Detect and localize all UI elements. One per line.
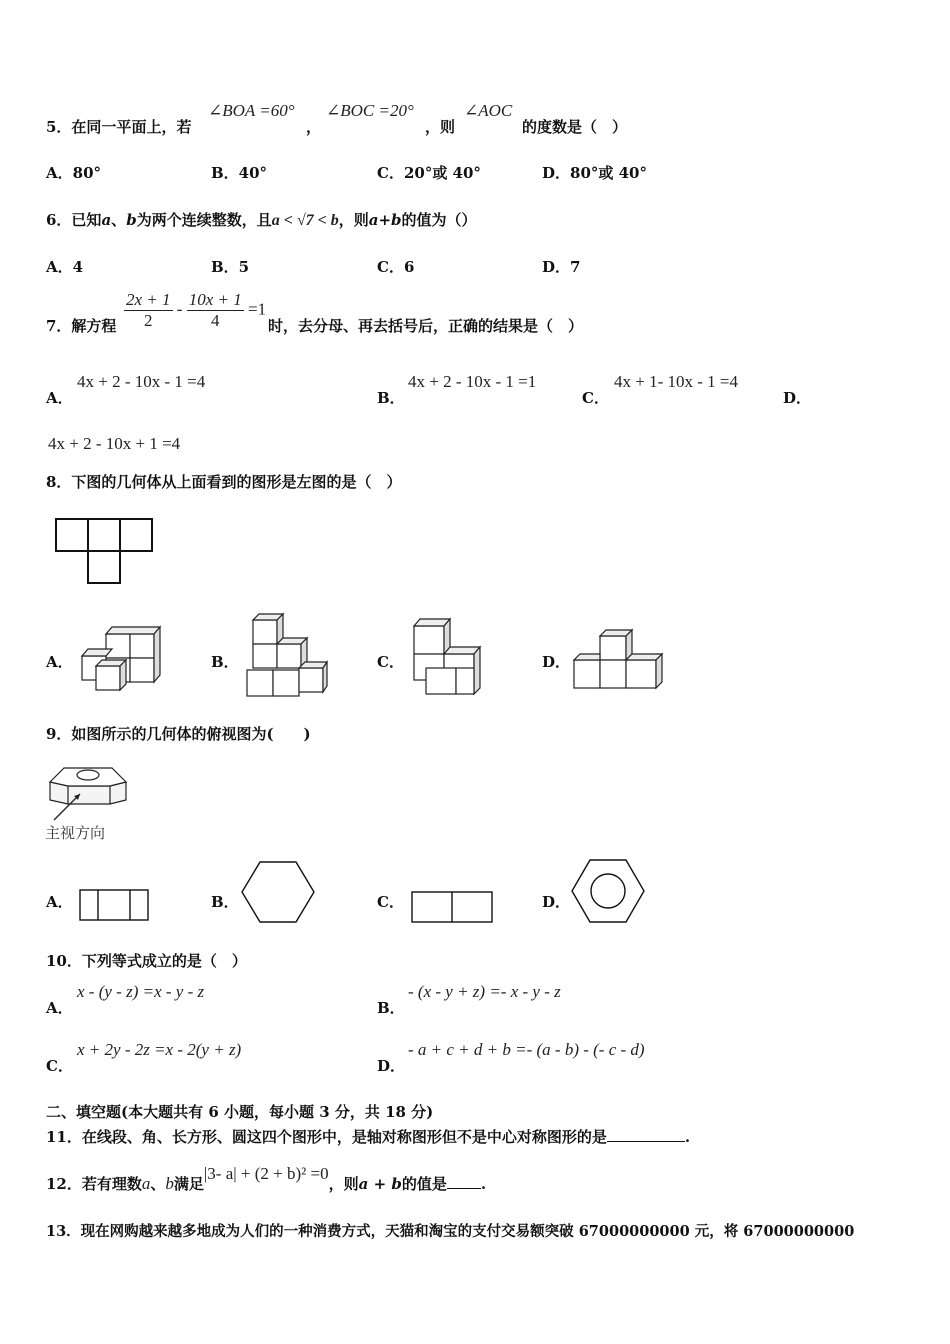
q10-option-d: - a + c + d + b =- (a - b) - (- c - d) bbox=[408, 1040, 645, 1059]
q8-question: 8．下图的几何体从上面看到的图形是左图的是（ ） bbox=[46, 473, 402, 491]
q9-question: 9．如图所示的几何体的俯视图为( ) bbox=[46, 725, 311, 743]
q9-option-c-figure bbox=[410, 890, 494, 924]
q7-equation: $\frac{2x + 1}{2}$ - $\frac{10x + 1}{4}$ =1 bbox=[126, 290, 267, 330]
q7-option-c: 4x + 1- 10x - 1 =4 bbox=[614, 372, 738, 391]
q6-option-d: D．7 bbox=[542, 258, 581, 276]
q7-label-a: A． bbox=[46, 389, 73, 407]
q10-question: 10．下列等式成立的是（ ） bbox=[46, 952, 247, 970]
q5-angle-aoc: ∠AOC bbox=[464, 101, 513, 120]
q5-sep2: ，则 bbox=[425, 118, 456, 136]
q13-question: 13．现在网购越来越多地成为人们的一种消费方式，天猫和淘宝的支付交易额突破 67000000000 元，将 67000000000 bbox=[46, 1223, 855, 1240]
q6-inequality: a < √7 < b bbox=[271, 212, 339, 229]
q7-option-b: 4x + 2 - 10x - 1 =1 bbox=[408, 372, 537, 391]
q10-option-c: x + 2y - 2z =x - 2(y + z) bbox=[77, 1040, 242, 1059]
q9-option-a-figure bbox=[78, 888, 150, 922]
q11-answer-blank[interactable] bbox=[607, 1129, 685, 1142]
q8-label-b: B． bbox=[211, 653, 239, 671]
q9-label-b: B． bbox=[211, 893, 239, 911]
q6-option-b: B．5 bbox=[211, 258, 250, 276]
q6-option-c: C．6 bbox=[377, 258, 415, 276]
q5-number: 5．在同一平面上，若 bbox=[46, 118, 192, 136]
q8-label-a: A． bbox=[46, 653, 73, 671]
q9-label-a: A． bbox=[46, 893, 73, 911]
q5-sep1: ， bbox=[306, 118, 322, 136]
q11-question: 11．在线段、角、长方形、圆这四个图形中，是轴对称图形但不是中心对称图形的是 . bbox=[46, 1128, 691, 1146]
q12-condition: |3- a| + (2 + b)² =0 bbox=[203, 1164, 329, 1183]
q7-tail: 时，去分母、再去括号后，正确的结果是（ ） bbox=[268, 317, 584, 335]
q7-label-c: C． bbox=[582, 389, 609, 407]
q5-angle-boc: ∠BOC =20° bbox=[326, 101, 414, 120]
q9-option-d-figure bbox=[570, 858, 646, 924]
q9-option-b-figure bbox=[240, 860, 316, 924]
q9-label-d: D． bbox=[542, 893, 571, 911]
q9-label-c: C． bbox=[377, 893, 404, 911]
q12-answer-blank[interactable] bbox=[447, 1176, 481, 1189]
q8-label-c: C． bbox=[377, 653, 404, 671]
q6-option-a: A．4 bbox=[46, 258, 84, 276]
q9-hex-nut-figure bbox=[44, 762, 136, 824]
q6-question: 6．已知a、b为两个连续整数，且a < √7 < b，则a+b的值为（） bbox=[46, 211, 477, 229]
q8-option-a-figure bbox=[78, 620, 164, 694]
q7-label-b: B． bbox=[377, 389, 405, 407]
q8-label-d: D． bbox=[542, 653, 571, 671]
q7-option-d: 4x + 2 - 10x + 1 =4 bbox=[48, 434, 181, 453]
q10-label-a: A． bbox=[46, 999, 73, 1017]
q8-top-view-figure bbox=[55, 518, 153, 584]
q9-view-direction-caption: 主视方向 bbox=[45, 824, 106, 842]
q10-option-a: x - (y - z) =x - y - z bbox=[77, 982, 205, 1001]
q10-label-b: B． bbox=[377, 999, 405, 1017]
q5-angle-boa: ∠BOA =60° bbox=[208, 101, 295, 120]
q8-option-b-figure bbox=[243, 612, 329, 698]
q10-label-d: D． bbox=[377, 1057, 406, 1075]
q12-question: 12．若有理数a、b满足|3- a| + (2 + b)² =0，则a + b的值是 . bbox=[46, 1164, 487, 1193]
q10-label-c: C． bbox=[46, 1057, 73, 1075]
q7-label-d: D． bbox=[783, 389, 812, 407]
q10-option-b: - (x - y + z) =- x - y - z bbox=[408, 982, 561, 1001]
q5-option-d: D．80°或 40° bbox=[542, 164, 647, 182]
q8-option-d-figure bbox=[570, 628, 666, 692]
q8-option-c-figure bbox=[408, 616, 488, 698]
section-2-heading: 二、填空题(本大题共有 6 小题，每小题 3 分，共 18 分) bbox=[46, 1103, 434, 1121]
q7-option-a: 4x + 2 - 10x - 1 =4 bbox=[77, 372, 206, 391]
q5-tail: 的度数是（ ） bbox=[522, 118, 628, 136]
q5-option-b: B．40° bbox=[211, 164, 268, 182]
q5-option-c: C．20°或 40° bbox=[377, 164, 481, 182]
q7-lead: 7．解方程 bbox=[46, 317, 117, 335]
q5-option-a: A．80° bbox=[46, 164, 102, 182]
